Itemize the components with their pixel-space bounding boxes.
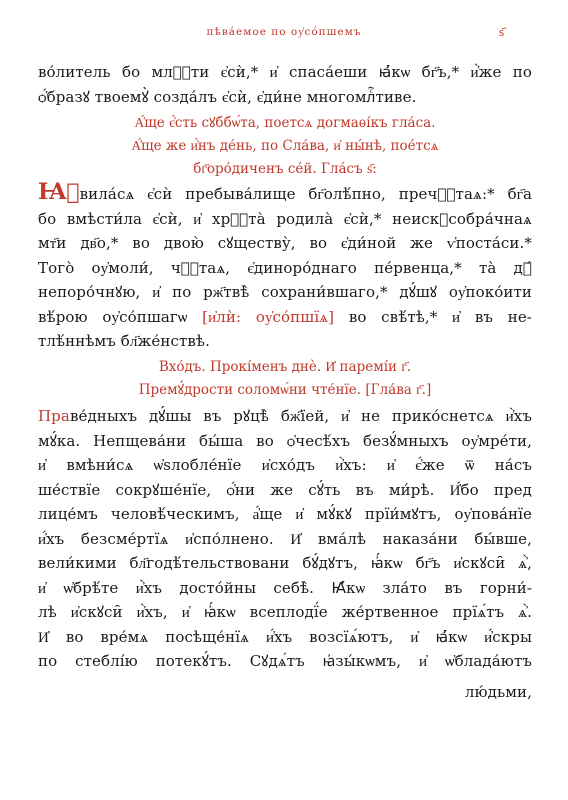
drop-cap: Ꙗ҆ [38,179,80,205]
text-line: и҆́хъ безсме́ртїѧ и҆спо́лнено. И҆ вма́лѣ наказа́ни бы́вше, [38,529,532,548]
text-line: тлѣ́ннѣмъ бл҃же́нствѣ. [38,332,210,350]
text-block-1 [38,60,532,109]
text-line: и҆ ѡ҆брѣ́те и҆̀хъ досто́йны себѣ̀. Ꙗ҆́кѡ зла́то въ горни́- [38,578,532,597]
rubric-block-2 [38,356,532,402]
text-line: вели́кими бл҃годѣ́тельствовани бꙋ́дꙋтъ, ꙗ҆́кѡ бг҃ъ и҆скꙋси̑ ѧ҆̀, [38,554,532,572]
text-run: вѣ́рою оу҆со́пшагѡ [38,307,188,326]
page-number: ѕ҃ [498,25,504,40]
text-block-3 [38,404,532,704]
text-line: во́литель бо млⷭ҇ти є҆сѝ,* и҆ спаса́еши ꙗ҆́кѡ бг҃ъ,* и҆̀же по [38,63,532,81]
text-line: мꙋ́ка. Непщева́ни бы́ша во ѻ҆чесѣ́хъ безꙋ́мныхъ оу҆мре́ти, [38,431,532,450]
text-line: непоро́чнꙋю, и҆ по рж҃твѣ̀ сохрани́вшаго,* дꙋ́шꙋ оу҆поко́ити [38,283,532,301]
text-run: ве́дныхъ дꙋ́шы въ рꙋцѣ̀ бж҃їей, и҆ не прико́снетсѧ и҆̀хъ [69,407,532,425]
rubric-line: Премꙋ́дрости соломѡ́ни чте́нїе. [Гла́ва г҃.] [138,382,432,398]
text-line: лѣ и҆скꙋси̑ и҆̀хъ, и҆ ꙗ҆́кѡ всеплодї́е же́ртвенное прїѧ́тъ ѧ҆̀. [38,603,532,621]
text-line [38,404,532,429]
text-run: во свѣ́тѣ,* и҆ въ не- [348,307,532,326]
text-line: лице́мъ человѣ́ческимъ, а҆́ще и҆ мꙋ́кꙋ прїи́мꙋтъ, оу҆пова́нїе [38,505,532,523]
bracket-note: [и҆лѝ: оу҆со́пшїѧ] [202,307,335,326]
running-header: пѣва́емое по оу҆со́пшемъ [206,26,362,38]
rubric-block-1 [38,112,532,181]
rubric-line: Вхо́дъ. Прокі́менъ днѐ. И҆ паремі́и г҃. [158,359,412,375]
text-line: лю́дьми, [464,682,532,701]
rubric-line: бг҃оро́диченъ се́й. Гла́съ ѕ҃: [193,161,377,177]
text-line: И҆ во вре́мѧ посѣще́нїѧ и҆́хъ возсїѧ́ютъ, и҆ ꙗ҆́кѡ и҆́скры [38,627,532,646]
text-block-2 [38,179,532,354]
initial-red: Пра [38,407,70,425]
text-line: Того̀ оу҆моли́, чⷭ҇таѧ, є҆диноро́днаго пе́рвенца,* та̀ дꙋ́ [38,258,532,277]
text-line [38,179,532,207]
text-run: вила́сѧ є҆сѝ пребыва́лище бг҃олѣ́пно, пречⷭ҇таѧ:* бг҃а [79,185,532,203]
text-line [38,305,532,330]
text-line: ѻ҆́бразꙋ твоемꙋ̀ созда́лъ є҆сѝ, є҆ди́не многомлⷭ҇тиве. [38,87,417,106]
rubric-line: А҆́ще же и҆́нъ де́нь, по Сла́ва, и҆ ны́нѣ, пое́тсѧ [131,138,439,154]
text-line: мт҃и дв҃о,* во двою̀ сꙋществу̀, во є҆ди́ной же ѵ҆поста́си.* [38,234,532,252]
text-line: бо вмѣсти́ла є҆сѝ, и҆ хрⷭ҇та̀ родила̀ є҆сѝ,* неискꙋсобра́чнаѧ [38,209,532,228]
text-line: и҆ вмѣни́сѧ ѡ҆ѕлобле́нїе и҆схо́дъ и҆̀хъ: и҆ є҆́же ѿ на́съ [38,456,532,474]
rubric-line: А҆́ще є҆́сть сꙋббѡ́та, поетсѧ догмаѳі́къ гла́са. [134,115,436,131]
text-line: ше́ствїе сокрꙋше́нїе, ѻ҆́ни же сꙋ́ть въ ми́рѣ. И҆́бо пред [38,480,532,499]
text-line: по стеблі́ю потекꙋ́тъ. Сꙋдѧ́тъ ꙗ҆зы́кѡмъ, и҆ ѡ҆блада́ютъ [38,652,532,670]
